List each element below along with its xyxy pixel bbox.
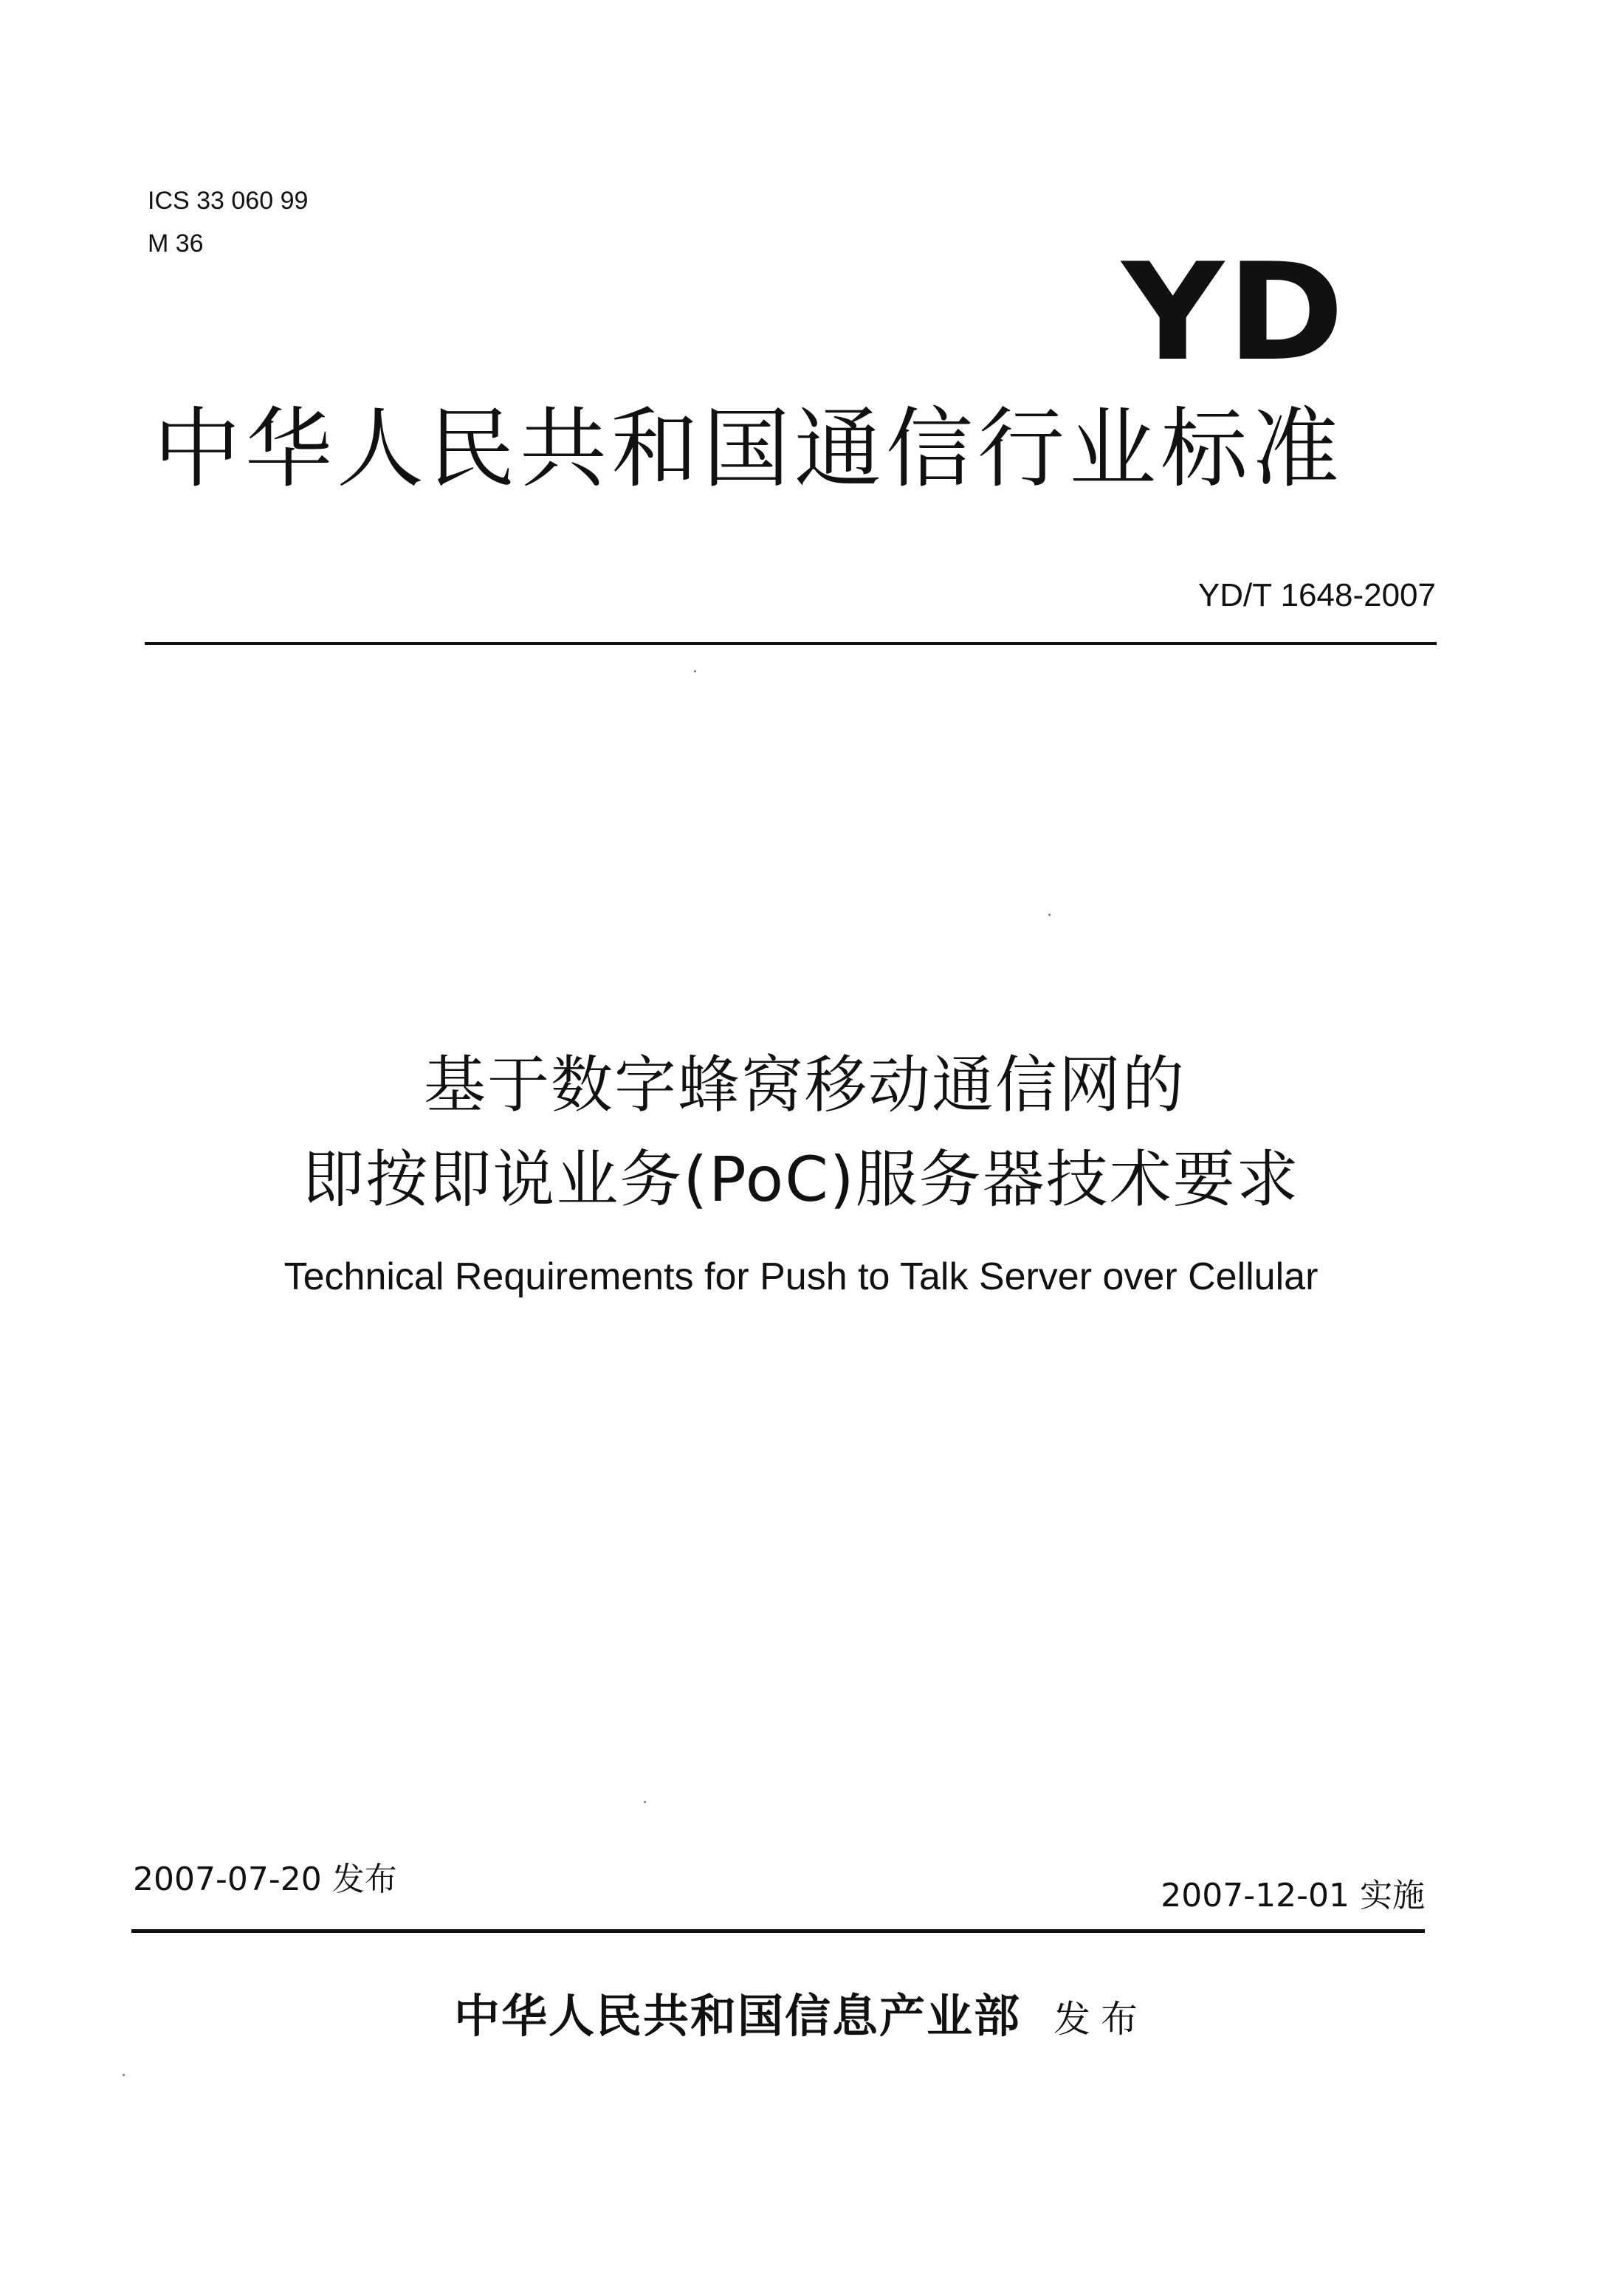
ics-code: ICS 33 060 99 <box>148 187 309 215</box>
document-title-english: Technical Requirements for Push to Talk Server over Cellular <box>283 1255 1319 1298</box>
issuer-name: 中华人民共和国信息产业部 <box>453 1989 1021 2043</box>
issuer-action: 发布 <box>1053 1998 1148 2041</box>
footer-divider <box>131 1929 1425 1933</box>
scan-speck <box>123 2074 125 2076</box>
implementation-date: 2007-12-01 实施 <box>1161 1877 1425 1914</box>
scan-speck <box>694 670 696 672</box>
classification-code: M 36 <box>148 230 204 258</box>
standard-number: YD/T 1648-2007 <box>1197 577 1436 613</box>
header-divider <box>145 642 1437 645</box>
scan-speck <box>1048 914 1051 916</box>
issuer-line <box>0 1987 1602 2049</box>
document-title-line-2: 即按即说业务(PoC)服务器技术要求 <box>302 1143 1300 1216</box>
yd-logo: YD <box>1121 234 1347 390</box>
scan-speck <box>644 1801 646 1803</box>
publish-date: 2007-07-20 发布 <box>133 1861 397 1898</box>
document-title-line-1: 基于数字蜂窝移动通信网的 <box>423 1049 1186 1121</box>
standard-category-title: 中华人民共和国通信行业标准 <box>154 398 1344 500</box>
